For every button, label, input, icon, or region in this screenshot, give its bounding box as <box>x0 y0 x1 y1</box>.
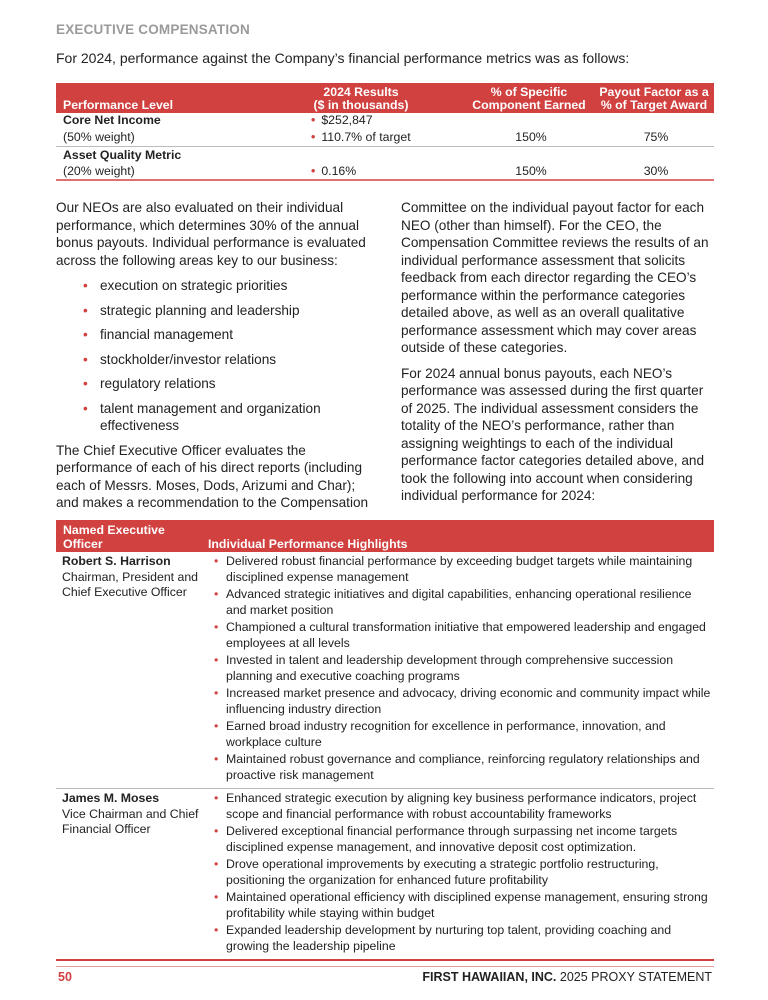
metric-weight: (20% weight) <box>63 164 135 178</box>
table-row <box>56 552 714 789</box>
header-results <box>296 86 426 112</box>
highlights-list <box>208 554 714 785</box>
list-item: • Delivered robust financial performance by exceeding budget targets while maintaining disciplined expense management <box>226 554 714 585</box>
paragraph: The Chief Executive Officer evaluates the performance of each of his direct reports (including each of Messrs. Moses, Dods, Arizumi and Char); and makes a recommendation to the Compensation <box>56 442 369 510</box>
list-item: • Advanced strategic initiatives and digital capabilities, enhancing operational resilience and market position <box>226 587 714 618</box>
paragraph: Committee on the individual payout factor for each NEO (other than himself). For the CEO, the Compensation Committee reviews the results of an individual performance assessment that solicits feedback from each director regarding the CEO’s performance within the performance categories detailed above, as well as an overall qualitative performance assessment which may cover areas outside of these categories. <box>401 200 709 355</box>
list-item: • Enhanced strategic execution by aligning key business performance indicators, project scope and financial performance with robust accountability frameworks <box>226 791 714 822</box>
intro-text: For 2024, performance against the Company’s financial performance metrics was as follows: <box>56 50 630 66</box>
metric-result: • 0.16% <box>311 164 357 178</box>
list-item: • stockholder/investor relations <box>100 351 371 369</box>
footer-company: FIRST HAWAIIAN, INC. <box>422 970 557 984</box>
list-item: • talent management and organization effectiveness <box>100 400 325 435</box>
list-item: • Drove operational improvements by executing a strategic portfolio restructuring, positioning the organization for enhanced future profitability <box>226 857 714 888</box>
metric-weight: (50% weight) <box>63 130 135 144</box>
payout-value: 30% <box>643 164 669 178</box>
neo-table-header <box>56 520 714 552</box>
header-results-line1: 2024 Results <box>323 85 399 99</box>
result-value: $252,847 <box>321 113 373 127</box>
header-results-line2: ($ in thousands) <box>313 98 409 112</box>
list-item: • Earned broad industry recognition for excellence in performance, innovation, and workplace culture <box>226 719 714 750</box>
table-row <box>56 147 714 181</box>
officer-cell <box>56 791 208 956</box>
header-officer-line1: Named Executive <box>63 523 165 537</box>
list-item: • Delivered exceptional financial performance through surpassing net income targets disciplined expense management, and innovative deposit cost optimization. <box>226 824 714 855</box>
earned-value: 150% <box>515 130 547 144</box>
header-payout-line1: Payout Factor as a <box>599 85 709 99</box>
payout-value: 75% <box>643 130 669 144</box>
header-officer <box>63 524 165 551</box>
list-item: • Championed a cultural transformation initiative that empowered leadership and engaged employees at all levels <box>226 620 714 651</box>
result-value: 110.7% of target <box>321 130 411 144</box>
header-payout-line2: % of Target Award <box>600 98 708 112</box>
left-column <box>56 199 371 520</box>
metric-name: Core Net Income <box>63 113 161 127</box>
header-earned-line1: % of Specific <box>490 85 568 99</box>
footer-title <box>422 970 712 984</box>
metric-name: Asset Quality Metric <box>63 148 182 162</box>
metric-result: • 110.7% of target <box>311 130 411 144</box>
list-item: • Increased market presence and advocacy, driving economic and community impact while influencing industry direction <box>226 686 714 717</box>
page-number: 50 <box>58 970 72 984</box>
header-officer-line2: Officer <box>63 536 103 551</box>
list-item: • execution on strategic priorities <box>100 277 371 295</box>
list-item: • Maintained operational efficiency with disciplined expense management, ensuring strong profitability while staying within budget <box>226 890 714 921</box>
officer-name: James M. Moses <box>62 791 160 805</box>
business-areas-list <box>56 277 371 435</box>
footer-doc-name: 2025 PROXY STATEMENT <box>556 970 712 984</box>
list-item: • Invested in talent and leadership development through comprehensive succession planning and executive coaching programs <box>226 653 714 684</box>
highlights-list <box>208 791 714 956</box>
result-value: 0.16% <box>321 164 357 178</box>
list-item: • strategic planning and leadership <box>100 302 371 320</box>
metrics-table <box>56 83 714 181</box>
header-earned <box>470 86 588 112</box>
header-performance-level: Performance Level <box>63 98 174 112</box>
list-item: • Maintained robust governance and compliance, reinforcing regulatory relationships and proactive risk management <box>226 752 714 783</box>
header-payout <box>596 86 712 112</box>
earned-value: 150% <box>515 164 547 178</box>
paragraph: Our NEOs are also evaluated on their individual performance, which determines 30% of the annual bonus payouts. Individual performance is evaluated across the following areas key to our business: <box>56 200 366 268</box>
list-item: • Expanded leadership development by nurturing top talent, providing coaching and growing the leadership pipeline <box>226 923 714 954</box>
header-highlights: Individual Performance Highlights <box>208 536 408 551</box>
right-column <box>401 199 713 513</box>
section-header: EXECUTIVE COMPENSATION <box>56 22 250 37</box>
metrics-table-header <box>56 83 714 113</box>
officer-title: Chairman, President and Chief Executive Officer <box>62 569 199 599</box>
footer-divider <box>56 966 714 967</box>
officer-name: Robert S. Harrison <box>62 554 171 568</box>
paragraph: For 2024 annual bonus payouts, each NEO’s performance was assessed during the first quarter of 2025. The individual assessment considers the totality of the NEO’s performance, rather than assigning weightings to each of the individual performance factor categories detailed above, and took the following into account when considering individual performance for 2024: <box>401 365 705 503</box>
neo-performance-table <box>56 520 714 961</box>
metric-result: • $252,847 <box>311 113 373 127</box>
list-item: • financial management <box>100 326 371 344</box>
table-row <box>56 789 714 961</box>
table-row <box>56 113 714 147</box>
officer-title: Vice Chairman and Chief Financial Officer <box>62 806 199 836</box>
header-earned-line2: Component Earned <box>472 98 586 112</box>
list-item: • regulatory relations <box>100 375 371 393</box>
officer-cell <box>56 554 208 785</box>
